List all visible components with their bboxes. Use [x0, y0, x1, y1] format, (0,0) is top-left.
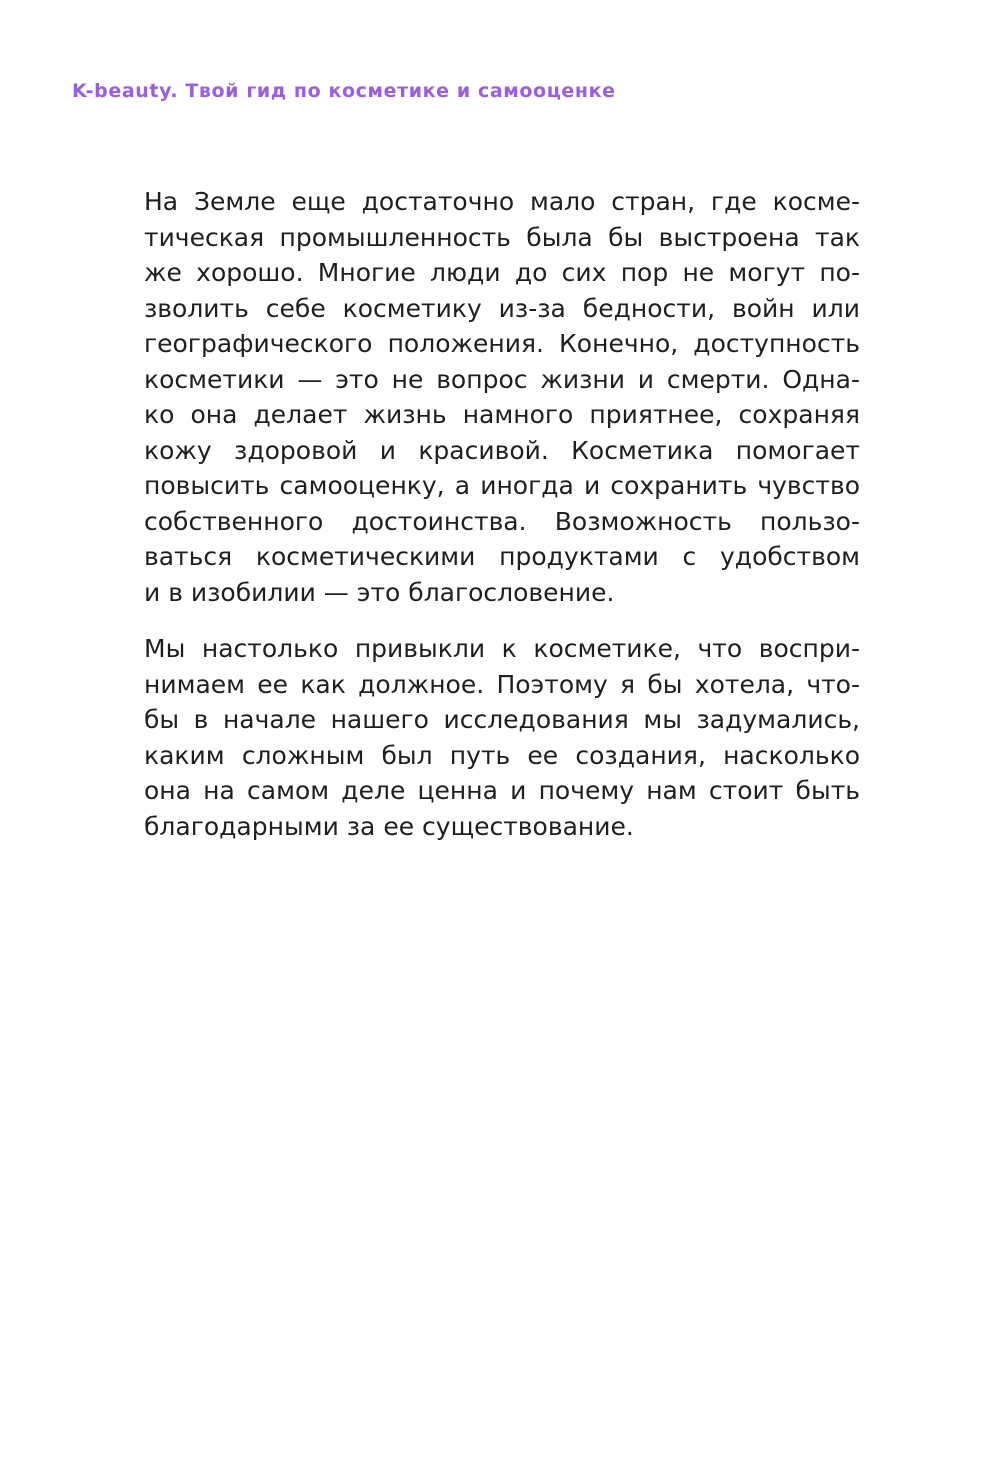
text-line: бы в начале нашего исследования мы задумались, — [144, 705, 860, 734]
text-line: повысить самооценку, а иногда и сохранить чувство — [144, 471, 860, 500]
text-line: географического положения. Конечно, доступность — [144, 329, 860, 358]
text-line: благодарными за ее существование. — [144, 811, 634, 841]
text-line: косметики — это не вопрос жизни и смерти. Одна- — [144, 364, 860, 394]
running-header: K-beauty. Твой гид по косметике и самооценке — [72, 80, 616, 102]
text-line: тическая промышленность была бы выстроена так — [144, 222, 860, 252]
body-text — [144, 184, 860, 844]
text-line: собственного достоинства. Возможность пользо- — [144, 506, 860, 536]
text-line: она на самом деле ценна и почему нам стоит быть — [144, 776, 860, 805]
text-line: нимаем ее как должное. Поэтому я бы хотела, что- — [144, 669, 860, 699]
paragraph — [144, 631, 860, 844]
text-line: Мы настолько привыкли к косметике, что воспри- — [144, 634, 860, 663]
text-line: На Земле еще достаточно мало стран, где косме- — [144, 187, 860, 216]
text-line: зволить себе косметику из-за бедности, войн или — [144, 293, 860, 323]
text-line: и в изобилии — это благословение. — [144, 577, 615, 607]
paragraph — [144, 184, 860, 610]
text-line: кожу здоровой и красивой. Косметика помогает — [144, 435, 860, 465]
text-line: каким сложным был путь ее создания, насколько — [144, 740, 860, 770]
text-line: ваться косметическими продуктами с удобством — [144, 542, 860, 571]
text-line: ко она делает жизнь намного приятнее, сохраняя — [144, 400, 860, 429]
text-line: же хорошо. Многие люди до сих пор не могут по- — [144, 258, 860, 287]
